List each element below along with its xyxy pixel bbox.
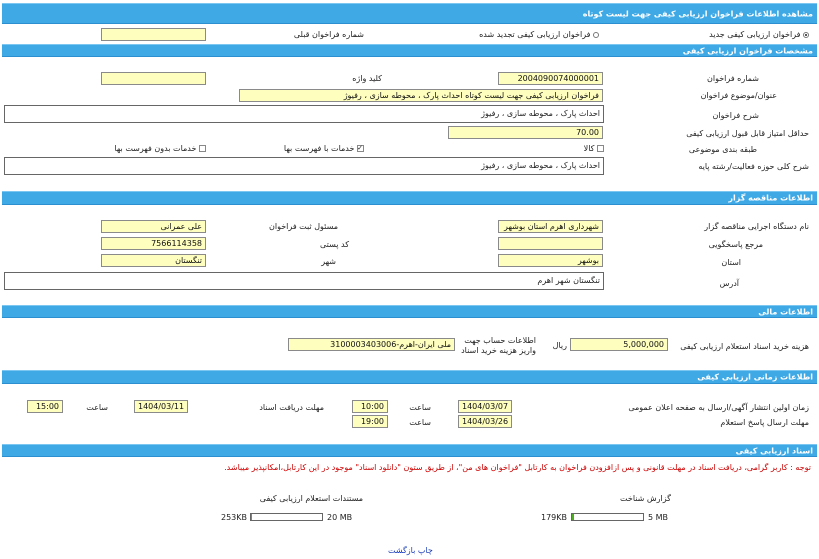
account-label-line1: اطلاعات حساب جهت: [464, 336, 536, 345]
receive-label: مهلت دریافت اسناد: [259, 403, 324, 412]
province-field[interactable]: بوشهر: [498, 254, 603, 267]
org-field[interactable]: شهرداری اهرم استان بوشهر: [498, 220, 603, 233]
radio-renewed-call[interactable]: فراخوان ارزیابی کیفی تجدید شده: [479, 30, 599, 39]
response-label: مهلت ارسال پاسخ استعلام: [720, 418, 809, 427]
section-docs: اسناد ارزیابی کیفی: [2, 444, 817, 457]
radio-new-call[interactable]: فراخوان ارزیابی کیفی جدید: [709, 30, 809, 39]
publish-time-field[interactable]: 10:00: [352, 400, 388, 413]
report-label: گزارش شناخت: [620, 494, 671, 503]
address-field[interactable]: تنگستان شهر اهرم: [4, 272, 604, 290]
checkbox-goods-icon[interactable]: [597, 145, 604, 152]
assess-progress-fill: [251, 514, 252, 520]
report-progress: [571, 513, 644, 521]
account-field[interactable]: ملی ایران-اهرم-3100003403006: [288, 338, 455, 351]
category-goods[interactable]: کالا: [584, 144, 604, 153]
org-label: نام دستگاه اجرایی مناقصه گزار: [704, 222, 809, 231]
subject-label: عنوان/موضوع فراخوان: [700, 91, 777, 100]
category-label: طبقه بندی موضوعی: [688, 145, 757, 154]
publish-date-field[interactable]: 1404/03/07: [458, 400, 512, 413]
fee-label: هزینه خرید اسناد استعلام ارزیابی کیفی: [680, 342, 809, 351]
report-size: 179KB: [541, 513, 568, 522]
prev-number-label: شماره فراخوان قبلی: [293, 30, 364, 39]
radio-renewed-icon[interactable]: [593, 32, 599, 38]
assess-size: 253KB: [221, 513, 248, 522]
authority-field[interactable]: [498, 237, 603, 250]
number-label: شماره فراخوان: [707, 74, 759, 83]
min-score-field[interactable]: 70.00: [448, 126, 603, 139]
currency-label: ریال: [552, 341, 567, 350]
city-field[interactable]: تنگستان: [101, 254, 206, 267]
officer-field[interactable]: علی عمرانی: [101, 220, 206, 233]
footer-links: [388, 546, 433, 555]
checkbox-services-unlisted-icon[interactable]: [199, 145, 206, 152]
report-progress-fill: [572, 514, 574, 520]
checkbox-services-listed-icon[interactable]: ✓: [357, 144, 363, 152]
account-label-line2: واریز هزینه خرید اسناد: [461, 346, 536, 355]
address-label: آدرس: [719, 279, 739, 288]
assess-progress: [250, 513, 323, 521]
fee-field[interactable]: 5,000,000: [570, 338, 668, 351]
scope-label: شرح کلی حوزه فعالیت/رشته پایه: [698, 162, 809, 171]
officer-label: مسئول ثبت فراخوان: [269, 222, 338, 231]
category-services-unlisted[interactable]: خدمات بدون فهرست بها: [114, 144, 206, 153]
print-link[interactable]: چاپ: [417, 546, 433, 555]
receive-date-field[interactable]: 1404/03/11: [134, 400, 188, 413]
response-date-field[interactable]: 1404/03/26: [458, 415, 512, 428]
back-link[interactable]: بازگشت: [388, 546, 416, 555]
min-score-label: حداقل امتیاز قابل قبول ارزیابی کیفی: [686, 129, 809, 138]
category-services-listed[interactable]: ✓ خدمات با فهرست بها: [283, 144, 363, 153]
keyword-field[interactable]: [101, 72, 206, 85]
postal-label: کد پستی: [320, 240, 349, 249]
publish-label: زمان اولین انتشار آگهی/ارسال به صفحه اعلان عمومی: [628, 403, 809, 412]
province-label: استان: [721, 258, 741, 267]
authority-label: مرجع پاسخگویی: [708, 240, 763, 249]
window-title-bar: [2, 3, 817, 24]
assess-max: 20 MB: [327, 513, 353, 522]
response-time-field[interactable]: 19:00: [352, 415, 388, 428]
window-title: مشاهده اطلاعات فراخوان ارزیابی کیفی جهت لیست کوتاه: [582, 9, 813, 18]
report-max: 5 MB: [648, 513, 669, 522]
receive-time-label: ساعت: [86, 403, 108, 412]
prev-number-field[interactable]: [101, 28, 206, 41]
scope-field[interactable]: احداث پارک ، محوطه سازی ، رفیوژ: [4, 157, 604, 175]
section-specs: مشخصات فراخوان ارزیابی کیفی: [2, 44, 817, 57]
postal-field[interactable]: 7566114358: [101, 237, 206, 250]
city-label: شهر: [321, 257, 336, 266]
keyword-label: کلید واژه: [352, 74, 382, 83]
number-field[interactable]: 2004090074000001: [498, 72, 603, 85]
publish-time-label: ساعت: [409, 403, 431, 412]
subject-field[interactable]: فراخوان ارزیابی کیفی جهت لیست کوتاه احداث پارک ، محوطه سازی ، رفیوژ: [239, 89, 603, 102]
download-note: توجه : کاربر گرامی، دریافت اسناد در مهلت قانونی و پس ازافزودن فراخوان به کارتابل "فراخوان های من"، از طریق ستون "دانلود اسناد" موجود در این کارتابل،امکانپذیر میباشد.: [224, 463, 811, 472]
description-label: شرح فراخوان: [712, 111, 759, 120]
response-time-label: ساعت: [409, 418, 431, 427]
section-timing: اطلاعات زمانی ارزیابی کیفی: [2, 370, 817, 384]
receive-time-field[interactable]: 15:00: [27, 400, 63, 413]
section-tender: اطلاعات مناقصه گزار: [2, 191, 817, 205]
section-financial: اطلاعات مالی: [2, 305, 817, 318]
assess-docs-label: مستندات استعلام ارزیابی کیفی: [259, 494, 363, 503]
description-field[interactable]: احداث پارک ، محوطه سازی ، رفیوژ: [4, 105, 604, 123]
radio-new-icon[interactable]: [803, 32, 809, 38]
